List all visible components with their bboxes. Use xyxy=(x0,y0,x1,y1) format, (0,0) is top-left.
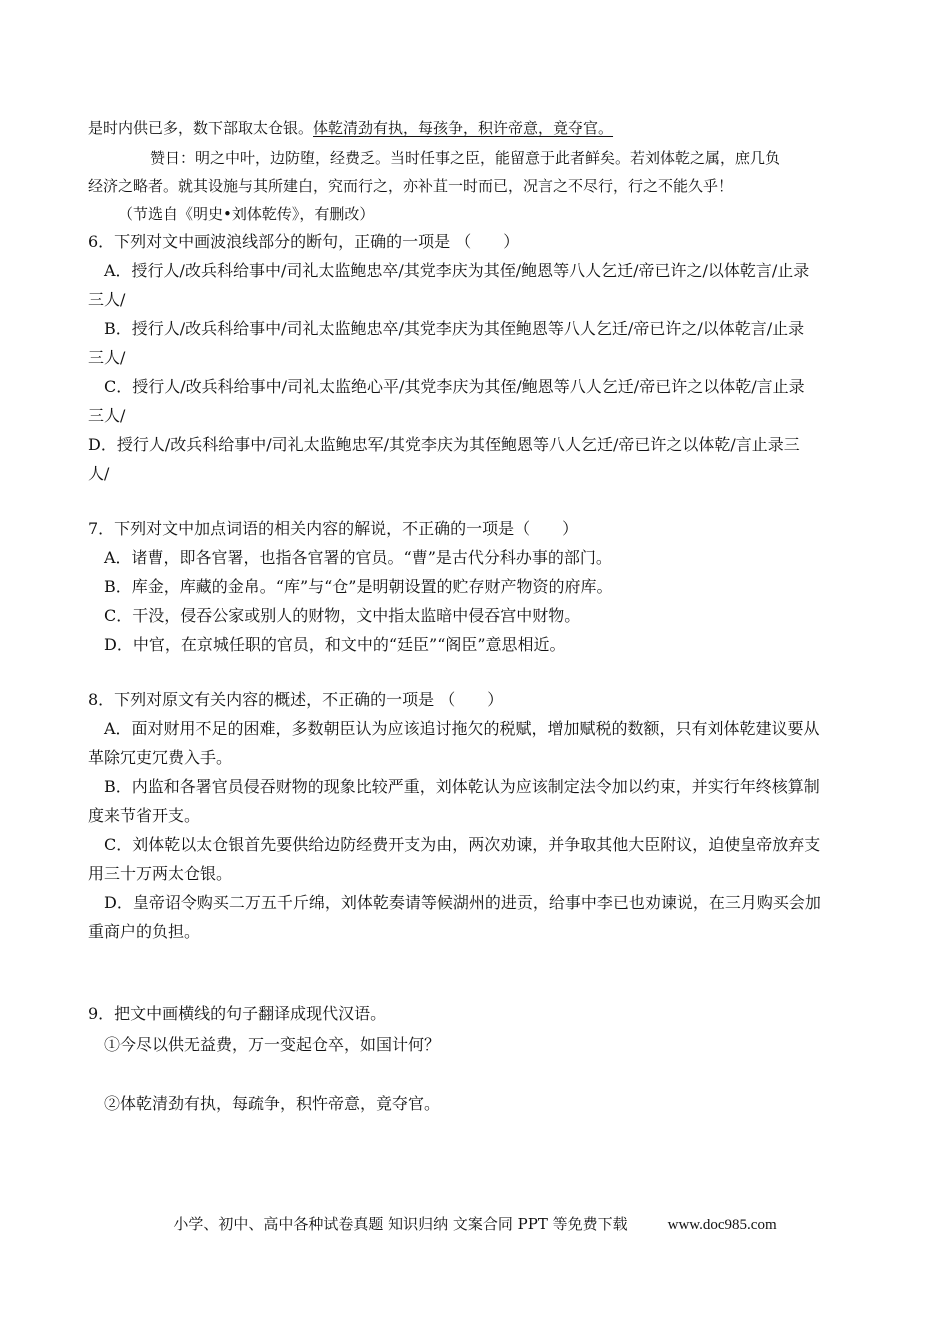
question-6-option-a-cont: 三人/ xyxy=(88,290,126,309)
question-7-option-a: A．诸曹，即各官署，也指各官署的官员。“曹”是古代分科办事的部门。 xyxy=(104,548,612,567)
question-7-option-c: C．干没，侵吞公家或别人的财物，文中指太监暗中侵吞宫中财物。 xyxy=(104,606,581,625)
footer-text: 小学、初中、高中各种试卷真题 知识归纳 文案合同 PPT 等免费下载 xyxy=(173,1215,628,1233)
zan-paragraph-line: 赞日：明之中叶，边防堕，经费乏。当时任事之臣，能留意于此者鲜矣。若刘体乾之属，庶几负 xyxy=(150,149,781,167)
question-6-option-a: A．授行人/改兵科给事中/司礼太监鲍忠卒/其党李庆为其侄/鲍恩等八人乞迁/帝已许之/以体乾言/止录 xyxy=(104,261,810,280)
question-8-option-b-cont: 度来节省开支。 xyxy=(88,806,201,825)
passage-plain-text: 是时内供已多，数下部取太仓银。 xyxy=(88,119,314,137)
question-6-option-d-cont: 人/ xyxy=(88,464,110,483)
footer-url: www.doc985.com xyxy=(667,1217,777,1233)
question-6-option-b: B．授行人/改兵科给事中/司礼太监鲍忠卒/其党李庆为其侄鲍恩等八人乞迁/帝已许之/以体乾言/止录 xyxy=(104,319,805,338)
page-footer xyxy=(0,1214,950,1235)
question-7-option-b: B．库金，库藏的金帛。“库”与“仓”是明朝设置的贮存财产物资的府库。 xyxy=(104,577,613,596)
passage-source: （节选自《明史•刘体乾传》，有删改） xyxy=(118,205,375,223)
passage-line xyxy=(88,118,613,138)
question-6-option-c-cont: 三人/ xyxy=(88,406,126,425)
question-9-sentence-1: ①今尽以供无益费，万一变起仓卒，如国计何？ xyxy=(104,1035,441,1054)
question-9-stem: 9．把文中画横线的句子翻译成现代汉语。 xyxy=(88,1004,387,1023)
underlined-sentence: 体乾清劲有执，每孩争，积许帝意，竟夺官。 xyxy=(313,119,614,137)
question-8-option-a-cont: 革除冗吏冗费入手。 xyxy=(88,748,233,767)
question-6-option-c: C．授行人/改兵科给事中/司礼太监绝心平/其党李庆为其侄/鲍恩等八人乞迁/帝已许之以体乾/言止录 xyxy=(104,377,805,396)
question-8-option-d: D．皇帝诏令购买二万五千斤绵，刘体乾奏请等候湖州的进贡，给事中李已也劝谏说，在三月购买会加 xyxy=(104,893,821,912)
question-6-stem: 6．下列对文中画波浪线部分的断句，正确的一项是 （ ） xyxy=(88,232,520,251)
question-8-option-c-cont: 用三十万两太仓银。 xyxy=(88,864,233,883)
question-8-option-d-cont: 重商户的负担。 xyxy=(88,922,201,941)
question-6-option-b-cont: 三人/ xyxy=(88,348,126,367)
question-8-stem: 8．下列对原文有关内容的概述，不正确的一项是 （ ） xyxy=(88,690,504,709)
question-7-option-d: D．中官，在京城任职的官员，和文中的“廷臣”“阁臣”意思相近。 xyxy=(104,635,566,654)
question-7-stem: 7．下列对文中加点词语的相关内容的解说，不正确的一项是（ ） xyxy=(88,519,579,538)
question-6-option-d: D．授行人/改兵科给事中/司礼太监鲍忠军/其党李庆为其侄鲍恩等八人乞迁/帝已许之以体乾/言止录三 xyxy=(88,435,800,454)
question-8-option-b: B．内监和各署官员侵吞财物的现象比较严重，刘体乾认为应该制定法令加以约束，并实行年终核算制 xyxy=(104,777,820,796)
question-8-option-c: C．刘体乾以太仓银首先要供给边防经费开支为由，两次劝谏，并争取其他大臣附议，迫使皇帝放弃支 xyxy=(104,835,821,854)
question-8-option-a: A．面对财用不足的困难，多数朝臣认为应该追讨拖欠的税赋，增加赋税的数额，只有刘体乾建议要从 xyxy=(104,719,820,738)
question-9-sentence-2: ②体乾清劲有执，每疏争，积忤帝意，竟夺官。 xyxy=(104,1094,441,1113)
zan-paragraph-line: 经济之略者。就其设施与其所建白，究而行之，亦补苴一时而已，况言之不尽行，行之不能久乎！ xyxy=(88,177,734,195)
